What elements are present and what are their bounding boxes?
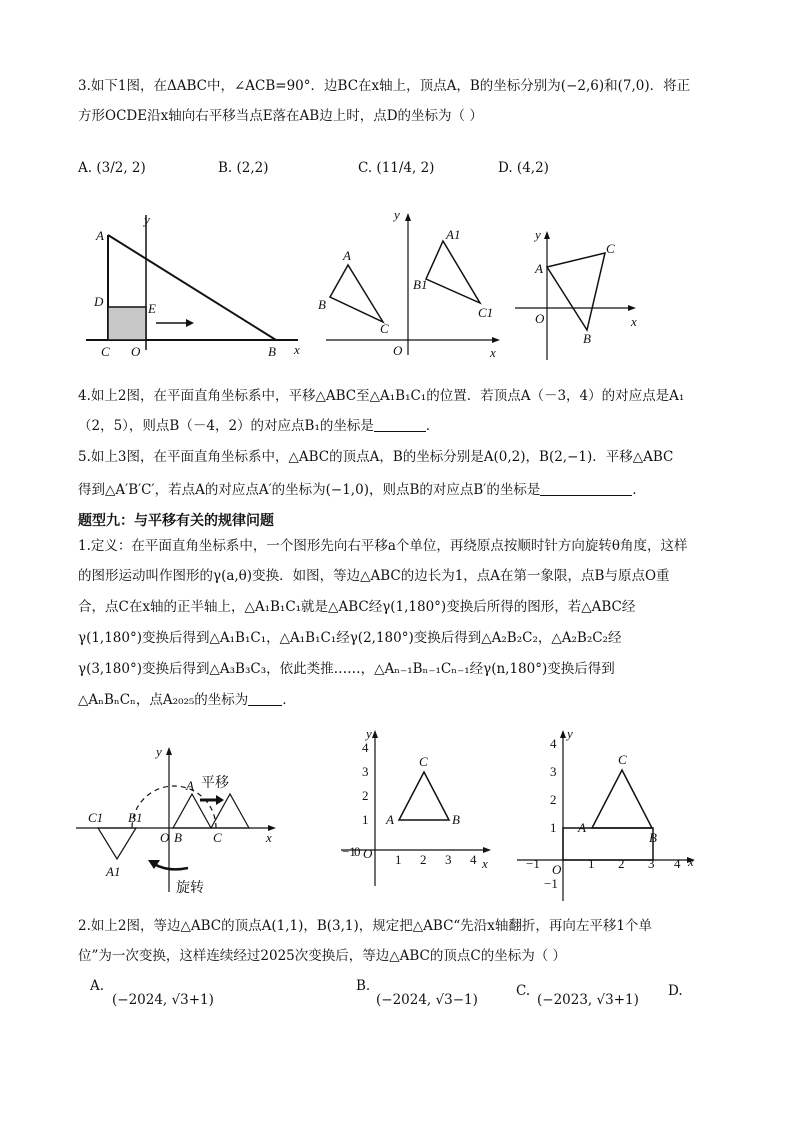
fig2-label-o: O <box>393 343 403 358</box>
p2-option-d-label: D. <box>668 983 683 999</box>
fig2-x-arrow <box>492 337 500 343</box>
q4-answer-blank[interactable] <box>374 417 426 432</box>
fig5-triangle <box>399 772 449 820</box>
p2-line1: 2.如上2图，等边△ABC的顶点A(1,1)，B(3,1)，规定把△ABC“先沿x轴翻折，再向左平移1个单 <box>78 918 653 934</box>
fig4-label-o: O <box>160 830 170 845</box>
fig6-tick-y4: 4 <box>550 736 557 751</box>
section-title: 题型九：与平移有关的规律问题 <box>78 513 274 529</box>
fig4-y-arrow <box>166 747 172 755</box>
figure-1 <box>86 210 316 360</box>
p2-line2: 位”为一次变换，这样连续经过2025次变换后，等边△ABC的顶点C的坐标为（ ） <box>78 948 567 964</box>
fig3-y-arrow <box>544 231 550 239</box>
fig2-label-a: A <box>343 248 351 263</box>
fig4-label-x: x <box>266 830 272 845</box>
fig2-label-c1: C1 <box>478 305 494 320</box>
p2-option-a-value: (−2024, √3+1) <box>112 992 214 1008</box>
fig2-label-x: x <box>490 345 496 360</box>
fig4-label-b: B <box>174 830 182 845</box>
fig3-label-c: C <box>606 241 615 256</box>
fig5-tick-y2: 2 <box>362 788 369 803</box>
fig2-y-arrow <box>405 213 411 221</box>
fig2-triangle-a1b1c1 <box>426 241 480 303</box>
fig1-arrow-head <box>186 319 194 327</box>
p1-line6-end: ． <box>282 692 296 708</box>
q3-option-c: C. (11/4, 2) <box>358 160 435 176</box>
q3-option-a: A. (3/2, 2) <box>78 160 146 176</box>
fig3-label-o: O <box>535 311 545 326</box>
fig4-rotation-arrow-head <box>148 860 160 869</box>
fig5-tick-y1: 1 <box>362 812 369 827</box>
fig1-label-o: O <box>131 344 141 359</box>
fig4-label-pingyi: 平移 <box>201 775 229 791</box>
q3-option-d: D. (4,2) <box>498 160 549 176</box>
fig5-tick-x1: 1 <box>395 852 402 867</box>
fig4-label-c: C <box>213 830 222 845</box>
p2-option-b-value: (−2024, √3−1) <box>376 992 478 1008</box>
p1-line4: γ(1,180°)变换后得到△A₁B₁C₁，△A₁B₁C₁经γ(2,180°)变换后得到△A₂B₂C₂，△A₂B₂C₂经 <box>78 630 622 646</box>
fig6-tick-y3: 3 <box>550 764 557 779</box>
figure-3 <box>513 225 648 365</box>
fig3-triangle <box>547 253 605 330</box>
q5-line2 <box>78 480 646 500</box>
p1-line6 <box>78 690 296 710</box>
fig6-tick-x2: 2 <box>618 856 625 871</box>
fig1-label-y: y <box>144 212 150 227</box>
fig3-label-x: x <box>631 314 637 329</box>
fig4-triangle-a1b1c1 <box>98 828 136 859</box>
p2-option-a-label: A. <box>90 978 105 994</box>
fig5-label-c: C <box>419 754 428 769</box>
fig6-tick-x1: 1 <box>588 856 595 871</box>
p1-line6-text: △AₙBₙCₙ，点A₂₀₂₅的坐标为 <box>78 692 249 708</box>
q4-line2-text: （2，5），则点B（－4，2）的对应点B₁的坐标是 <box>78 418 374 434</box>
q5-line2-end: ． <box>632 482 646 498</box>
fig2-triangle-abc <box>330 265 383 322</box>
fig1-label-e: E <box>148 301 156 316</box>
fig4-label-b1: B1 <box>128 810 143 825</box>
fig3-label-a: A <box>535 261 543 276</box>
fig3-label-b: B <box>583 331 591 346</box>
q5-line2-text: 得到△A′B′C′，若点A的对应点A′的坐标为(−1,0)，则点B的对应点B′的坐标是 <box>78 482 541 498</box>
fig5-tick-x3: 3 <box>445 852 452 867</box>
fig5-tick-y3: 3 <box>362 764 369 779</box>
p1-answer-blank[interactable] <box>248 691 282 706</box>
fig4-rotation-arrow <box>154 864 188 869</box>
p2-option-c-value: (−2023, √3+1) <box>537 992 639 1008</box>
fig6-label-x: x <box>688 854 694 869</box>
fig6-y-arrow <box>560 730 566 738</box>
fig6-rectangle <box>563 828 653 860</box>
figure-4 <box>76 742 286 902</box>
fig6-tick-xm1: −1 <box>526 856 540 871</box>
fig2-label-b: B <box>318 297 326 312</box>
fig5-label-y: y <box>366 726 372 741</box>
fig5-tick-y4: 4 <box>362 740 369 755</box>
fig6-tick-y1: 1 <box>550 820 557 835</box>
q4-line1: 4.如上2图，在平面直角坐标系中，平移△ABC至△A₁B₁C₁的位置．若顶点A（－3，4）的对应点是A₁ <box>78 388 685 404</box>
fig1-label-b: B <box>268 344 276 359</box>
fig6-label-c: C <box>618 752 627 767</box>
q3-line2: 方形OCDE沿x轴向右平移当点E落在AB边上时，点D的坐标为（ ） <box>78 108 483 124</box>
q5-answer-blank[interactable] <box>540 481 632 496</box>
fig5-tick-xm1: −1 <box>342 844 356 859</box>
fig6-label-y: y <box>567 726 573 741</box>
p1-line5: γ(3,180°)变换后得到△A₃B₃C₃，依此类推……，△Aₙ₋₁Bₙ₋₁Cₙ₋₁经γ(n,180°)变换后得到 <box>78 661 615 677</box>
fig2-label-y: y <box>394 207 400 222</box>
fig1-square <box>108 307 146 340</box>
fig5-tick-x2: 2 <box>420 852 427 867</box>
q5-line1: 5.如上3图，在平面直角坐标系中，△ABC的顶点A，B的坐标分别是A(0,2)，B(2,−1)．平移△ABC <box>78 449 674 465</box>
fig2-label-c: C <box>380 321 389 336</box>
fig4-label-a: A <box>186 778 194 793</box>
fig1-label-x: x <box>294 342 300 357</box>
fig5-tick-x4: 4 <box>470 852 477 867</box>
fig6-tick-x3: 3 <box>648 856 655 871</box>
fig4-label-xuanzhuan: 旋转 <box>176 880 204 896</box>
q3-option-b: B. (2,2) <box>218 160 269 176</box>
fig5-tick-x0: 0 <box>354 844 361 859</box>
fig1-label-d: D <box>94 294 104 309</box>
figure-2 <box>318 205 503 360</box>
fig2-label-b1: B1 <box>413 277 428 292</box>
fig3-x-arrow <box>628 305 636 311</box>
fig5-x-arrow <box>483 847 491 853</box>
q3-line1: 3.如下1图，在ΔABC中，∠ACB=90°．边BC在x轴上，顶点A，B的坐标分别为(−2,6)和(7,0)．将正 <box>78 78 691 94</box>
fig6-triangle <box>592 770 652 828</box>
q4-line2 <box>78 416 439 436</box>
fig6-label-o: O <box>552 862 562 877</box>
fig5-y-arrow <box>372 730 378 738</box>
fig1-label-c: C <box>101 344 110 359</box>
p1-line2: 的图形运动叫作图形的γ(a,θ)变换．如图，等边△ABC的边长为1，点A在第一象限，点B与原点O重 <box>78 568 670 584</box>
fig4-rotation-arc <box>132 786 216 828</box>
fig6-tick-x4: 4 <box>674 856 681 871</box>
fig4-label-y: y <box>156 744 162 759</box>
fig1-label-a: A <box>96 228 104 243</box>
fig5-label-b: B <box>452 812 460 827</box>
fig4-translate-arrow-head <box>216 795 224 805</box>
p1-line3: 合，点C在x轴的正半轴上，△A₁B₁C₁就是△ABC经γ(1,180°)变换后所得的图形，若△ABC经 <box>78 599 636 615</box>
p1-line1: 1.定义：在平面直角坐标系中，一个图形先向右平移a个单位，再绕原点按顺时针方向旋转θ角度，这样 <box>78 538 688 554</box>
fig6-tick-y2: 2 <box>550 792 557 807</box>
fig4-label-a1: A1 <box>106 864 121 879</box>
fig5-label-o: O <box>363 846 373 861</box>
fig6-label-b: B <box>649 830 657 845</box>
fig2-label-a1: A1 <box>446 227 461 242</box>
fig4-label-c1: C1 <box>88 810 104 825</box>
fig6-tick-ym1: −1 <box>544 876 558 891</box>
fig5-label-a: A <box>386 812 394 827</box>
p2-option-c-label: C. <box>516 983 531 999</box>
figure-5 <box>336 726 496 891</box>
q4-line2-end: ． <box>425 418 440 434</box>
fig5-label-x: x <box>482 856 488 871</box>
p2-option-b-label: B. <box>356 978 371 994</box>
fig6-label-a: A <box>578 820 586 835</box>
figure-6 <box>512 726 697 906</box>
fig3-label-y: y <box>535 227 541 242</box>
